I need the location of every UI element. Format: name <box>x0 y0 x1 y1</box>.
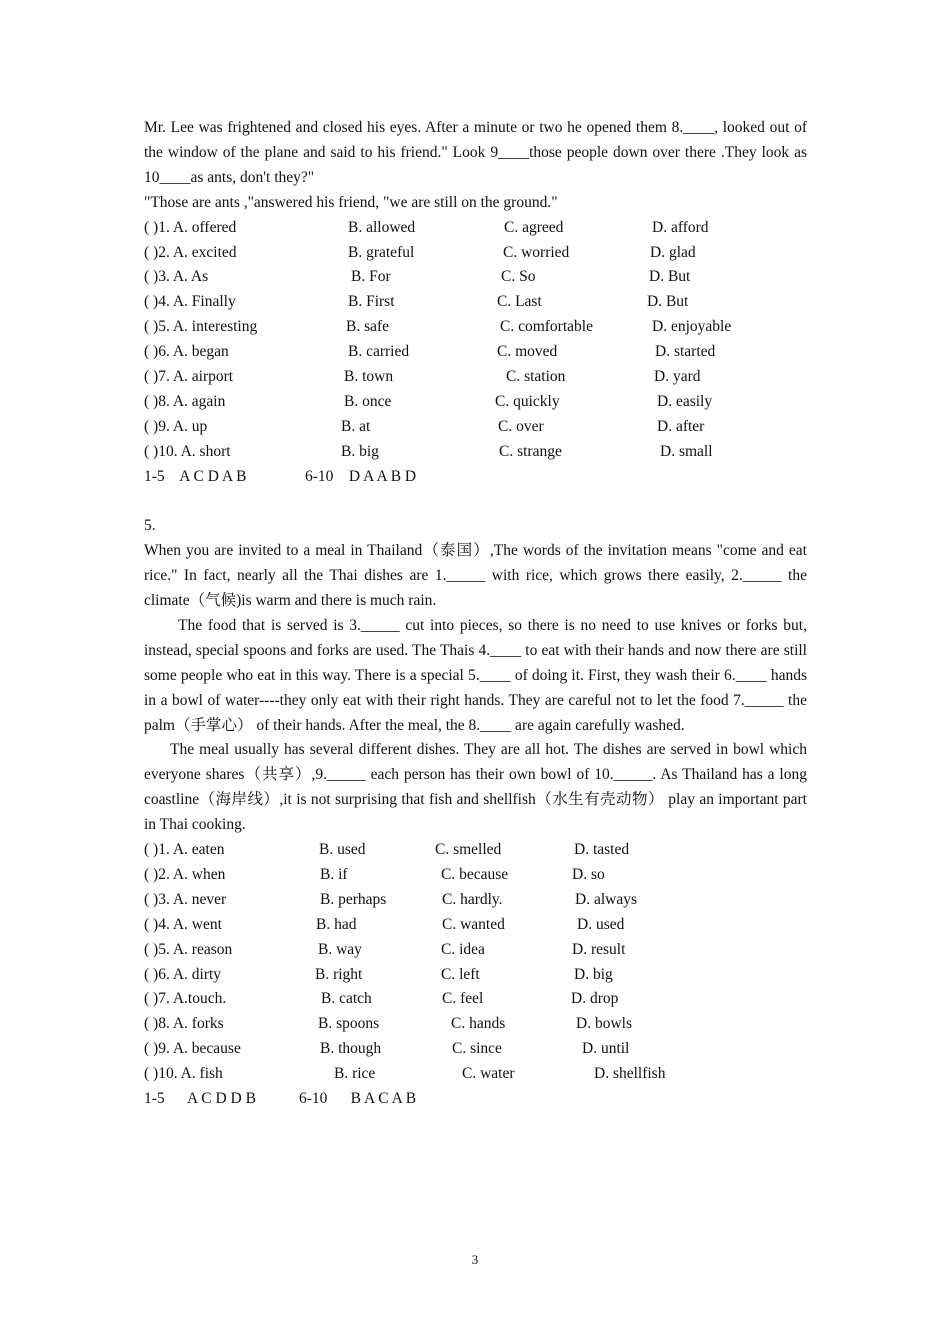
question-option-a: ( )6. A. began <box>144 343 229 361</box>
question-option-d: D. small <box>660 442 713 460</box>
question-row <box>144 315 807 340</box>
question-option-b: B. allowed <box>348 218 416 236</box>
question-row <box>144 340 807 365</box>
question-option-a: ( )7. A. airport <box>144 367 234 385</box>
question-option-b: B. had <box>316 915 357 933</box>
question-option-a: ( )1. A. eaten <box>144 841 225 859</box>
question-option-a: ( )2. A. excited <box>144 243 237 261</box>
question-option-d: D. big <box>574 965 613 983</box>
question-option-d: D. afford <box>652 218 709 236</box>
question-option-b: B. perhaps <box>320 890 387 908</box>
question-option-d: D. until <box>582 1040 630 1058</box>
question-row <box>144 913 807 938</box>
question-option-d: D. drop <box>571 990 619 1008</box>
question-option-a: ( )7. A.touch. <box>144 990 227 1008</box>
passage4-reply: "Those are ants ,"answered his friend, "we are still on the ground." <box>144 193 558 211</box>
question-option-a: ( )3. A. never <box>144 890 227 908</box>
question-option-d: D. so <box>572 865 605 883</box>
question-option-c: C. moved <box>497 343 558 361</box>
question-option-c: C. over <box>498 417 544 435</box>
question-option-d: D. glad <box>650 243 696 261</box>
question-option-b: B. way <box>318 940 362 958</box>
question-option-d: D. But <box>649 268 691 286</box>
answer-key-6-10: 6-10 B A C A B <box>299 1090 417 1107</box>
question-option-c: C. because <box>441 865 509 883</box>
passage4-paragraph: Mr. Lee was frightened and closed his eyes. After a minute or two he opened them 8.____, looked out of the window of the plane and said to his friend." Look 9____those people down over there .They look as 10____as ants, don't they?" <box>144 119 807 186</box>
question-option-d: D. enjoyable <box>652 318 732 336</box>
question-option-b: B. safe <box>346 318 390 336</box>
page-number: 3 <box>471 1252 479 1267</box>
question-option-a: ( )3. A. As <box>144 268 209 286</box>
question-option-b: B. carried <box>348 343 410 361</box>
question-option-c: C. comfortable <box>500 318 593 336</box>
question-option-a: ( )4. A. Finally <box>144 293 236 311</box>
question-option-b: B. grateful <box>348 243 415 261</box>
question-option-b: B. First <box>348 293 395 311</box>
question-option-a: ( )10. A. short <box>144 442 231 460</box>
question-option-d: D. used <box>577 915 625 933</box>
question-option-b: B. spoons <box>318 1015 380 1033</box>
question-option-a: ( )5. A. interesting <box>144 318 258 336</box>
question-option-d: D. But <box>647 293 689 311</box>
question-row <box>144 938 807 963</box>
question-row <box>144 863 807 888</box>
question-row <box>144 963 807 988</box>
question-option-b: B. rice <box>334 1065 376 1083</box>
question-option-a: ( )5. A. reason <box>144 940 233 958</box>
question-row <box>144 440 807 465</box>
question-option-d: D. after <box>657 417 705 435</box>
question-option-d: D. result <box>572 940 626 958</box>
question-option-c: C. quickly <box>495 392 560 410</box>
question-option-c: C. station <box>506 367 566 385</box>
passage5-paragraph-3: The meal usually has several different dishes. They are all hot. The dishes are served in bowl which everyone shares（共享）,9._____ each person has their own bowl of 10._____. As Thailand has a long coastline（海岸线）,it is not surprising that fish and shellfish（水生有壳动物） play an important part in Thai cooking. <box>144 741 807 834</box>
question-row <box>144 888 807 913</box>
question-row <box>144 1062 807 1087</box>
question-row <box>144 838 807 863</box>
question-row <box>144 241 807 266</box>
question-option-b: B. catch <box>321 990 372 1008</box>
question-option-a: ( )1. A. offered <box>144 218 237 236</box>
question-row <box>144 265 807 290</box>
question-option-c: C. idea <box>441 940 485 958</box>
question-option-c: C. feel <box>442 990 484 1008</box>
question-option-c: C. wanted <box>442 915 505 933</box>
question-option-c: C. smelled <box>435 841 502 859</box>
question-option-d: D. bowls <box>576 1015 632 1033</box>
question-option-d: D. shellfish <box>594 1065 666 1083</box>
question-option-b: B. at <box>341 417 371 435</box>
question-option-c: C. hands <box>451 1015 506 1033</box>
question-option-c: C. since <box>452 1040 502 1058</box>
page-content <box>144 116 807 1112</box>
question-option-c: C. worried <box>503 243 570 261</box>
question-option-a: ( )6. A. dirty <box>144 965 222 983</box>
question-option-c: C. Last <box>497 293 542 311</box>
question-row <box>144 390 807 415</box>
question-option-a: ( )9. A. because <box>144 1040 241 1058</box>
question-option-b: B. big <box>341 442 379 460</box>
question-option-c: C. agreed <box>504 218 564 236</box>
question-option-b: B. though <box>320 1040 382 1058</box>
question-option-b: B. town <box>344 367 394 385</box>
question-option-a: ( )4. A. went <box>144 915 222 933</box>
question-option-c: C. hardly. <box>442 890 503 908</box>
answer-key <box>144 1087 807 1112</box>
question-row <box>144 1037 807 1062</box>
question-option-a: ( )10. A. fish <box>144 1065 223 1083</box>
question-option-c: C. So <box>501 268 536 286</box>
question-option-d: D. tasted <box>574 841 630 859</box>
passage5-paragraph-1: When you are invited to a meal in Thailand（泰国）,The words of the invitation means "come and eat rice." In fact, nearly all the Thai dishes are 1._____ with rice, which grows there easily, 2._____ the climate（气候)is warm and there is much rain. <box>144 542 807 610</box>
question-option-c: C. left <box>441 965 480 983</box>
question-option-c: C. strange <box>499 442 562 460</box>
question-option-d: D. easily <box>657 392 713 410</box>
answer-key <box>144 465 807 490</box>
question-option-a: ( )9. A. up <box>144 417 208 435</box>
question-option-b: B. if <box>320 865 348 883</box>
passage4-questions <box>144 216 807 490</box>
question-option-d: D. yard <box>654 367 701 385</box>
question-row <box>144 290 807 315</box>
passage5-number: 5. <box>144 517 156 535</box>
question-option-b: B. used <box>319 841 366 859</box>
answer-key-6-10: 6-10 D A A B D <box>305 467 417 485</box>
question-row <box>144 216 807 241</box>
question-option-d: D. always <box>575 890 637 908</box>
answer-key-1-5: 1-5 A C D A B <box>144 467 247 485</box>
question-option-a: ( )2. A. when <box>144 865 226 883</box>
passage5-paragraph-2: The food that is served is 3._____ cut into pieces, so there is no need to use knives or forks but, instead, special spoons and forks are used. The Thais 4.____ to eat with their hands and now there are still some people who eat in this way. There is a special 5.____ of doing it. First, they wash their 6.____ hands in a bowl of water----they only eat with their right hands. They are careful not to let the food 7._____ the palm（手掌心） of their hands. After the meal, the 8.____ are again carefully washed. <box>144 616 807 734</box>
question-row <box>144 365 807 390</box>
question-option-a: ( )8. A. again <box>144 392 226 410</box>
question-option-b: B. For <box>351 268 391 286</box>
question-option-b: B. right <box>315 965 363 983</box>
question-option-a: ( )8. A. forks <box>144 1015 224 1033</box>
passage5-questions <box>144 838 807 1112</box>
question-option-d: D. started <box>655 343 716 361</box>
answer-key-1-5: 1-5 A C D D B <box>144 1090 256 1107</box>
question-row <box>144 415 807 440</box>
question-option-b: B. once <box>344 392 392 410</box>
question-row <box>144 987 807 1012</box>
question-option-c: C. water <box>462 1065 515 1083</box>
question-row <box>144 1012 807 1037</box>
